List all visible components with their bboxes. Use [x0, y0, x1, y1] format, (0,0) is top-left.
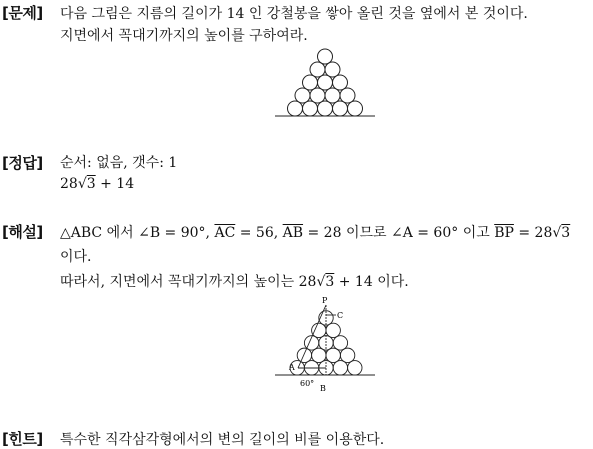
pipe-circle [340, 88, 355, 103]
stacked-pipes-figure [270, 42, 380, 120]
pipe-circle [318, 75, 333, 90]
pipe-circle [333, 336, 347, 350]
pipe-circle [333, 101, 348, 116]
triangle-solution-figure [270, 295, 385, 395]
answer-expression: 28√3 + 14 [60, 176, 135, 192]
explanation-line2: 이다. [60, 249, 92, 265]
problem-text-line2: 지면에서 꼭대기까지의 높이를 구하여라. [60, 28, 308, 44]
pipe-circle [303, 75, 318, 90]
point-p-label: P [322, 296, 328, 305]
problem-label: [문제] [2, 4, 43, 22]
explanation-label: [해설] [2, 223, 43, 241]
pipe-circle [348, 101, 363, 116]
hint-label: [힌트] [2, 430, 43, 448]
pipe-circle [325, 62, 340, 77]
pipe-circle [312, 348, 326, 362]
hint-text: 특수한 직각삼각형에서의 변의 길이의 비를 이용한다. [60, 432, 385, 448]
pipe-circle [310, 88, 325, 103]
pipe-circle [333, 75, 348, 90]
pipe-circle [303, 101, 318, 116]
answer-summary: 순서: 없음, 갯수: 1 [60, 155, 178, 171]
point-c-label: C [337, 311, 344, 320]
pipe-circle [312, 323, 326, 337]
pipe-circle [318, 49, 333, 64]
pipe-circle [348, 361, 362, 375]
pipe-circle [340, 348, 354, 362]
answer-label: [정답] [2, 154, 43, 172]
explanation-line1: △ABC 에서 ∠B = 90°, $\overline{AC} = 56$, $\overline{AB} = 28$ 이므로 ∠A = 60° 이고 $\overline{BP} = 28√3$ [60, 225, 571, 241]
pipe-circle [326, 323, 340, 337]
pipe-circle [288, 101, 303, 116]
pipe-circle [318, 101, 333, 116]
pipe-circle [310, 62, 325, 77]
pipe-circle [325, 88, 340, 103]
angle-label: 60° [300, 379, 315, 388]
point-b-label: B [320, 384, 326, 393]
explanation-line3: 따라서, 지면에서 꼭대기까지의 높이는 28√3 + 14 이다. [60, 274, 409, 290]
problem-text-line1: 다음 그림은 지름의 길이가 14 인 강철봉을 쌓아 올린 것을 옆에서 본 것이다. [60, 6, 528, 22]
pipe-circle [297, 348, 311, 362]
pipe-circle [333, 361, 347, 375]
pipe-circle [326, 348, 340, 362]
pipe-circle [295, 88, 310, 103]
point-a-label: A [289, 363, 295, 372]
